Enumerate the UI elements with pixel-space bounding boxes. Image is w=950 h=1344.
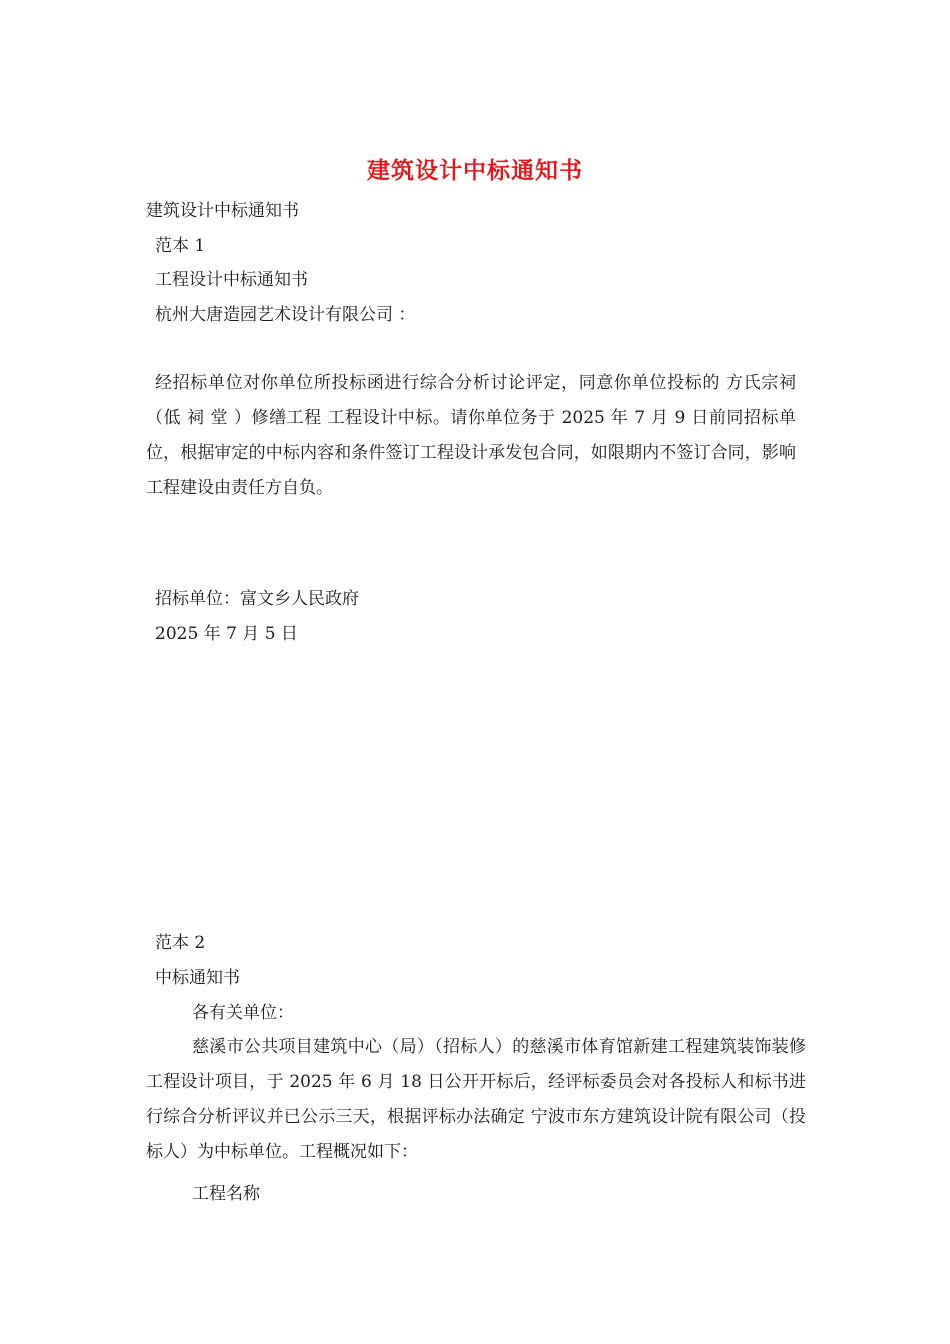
sample2-subtitle: 中标通知书 <box>155 968 240 988</box>
sample2-item-project-name: 工程名称 <box>192 1184 260 1204</box>
sample1-subtitle: 工程设计中标通知书 <box>155 270 308 290</box>
sample1-issuer: 招标单位：富文乡人民政府 <box>155 589 359 609</box>
document-title: 建筑设计中标通知书 <box>367 157 583 184</box>
sample1-date: 2025 年 7 月 5 日 <box>155 624 298 644</box>
sample1-addressee: 杭州大唐造园艺术设计有限公司 ： <box>155 305 416 325</box>
heading-line: 建筑设计中标通知书 <box>146 201 299 221</box>
sample2-addressee: 各有关单位： <box>192 1003 294 1023</box>
sample1-body: 经招标单位对你单位所投标函进行综合分析讨论评定，同意你单位投标的 方氏宗祠（低 祠 堂 ）修缮工程 工程设计中标。请你单位务于 2025 年 7 月 9 日前同招标单位，根据审定的中标内容和条件签订工程设计承发包合同，如限期内不签订合同，影响工程建设由责任方自负。 <box>146 373 796 498</box>
sample2-body: 慈溪市公共项目建筑中心（局）（招标人）的慈溪市体育馆新建工程建筑装饰装修工程设计项目，于 2025 年 6 月 18 日公开开标后，经评标委员会对各投标人和标书进行综合分析评议并已公示三天，根据评标办法确定 宁波市东方建筑设计院有限公司（投标人）为中标单位。工程概况如下： <box>146 1037 806 1162</box>
sample2-label: 范本 2 <box>155 933 206 953</box>
sample1-label: 范本 1 <box>155 236 206 256</box>
